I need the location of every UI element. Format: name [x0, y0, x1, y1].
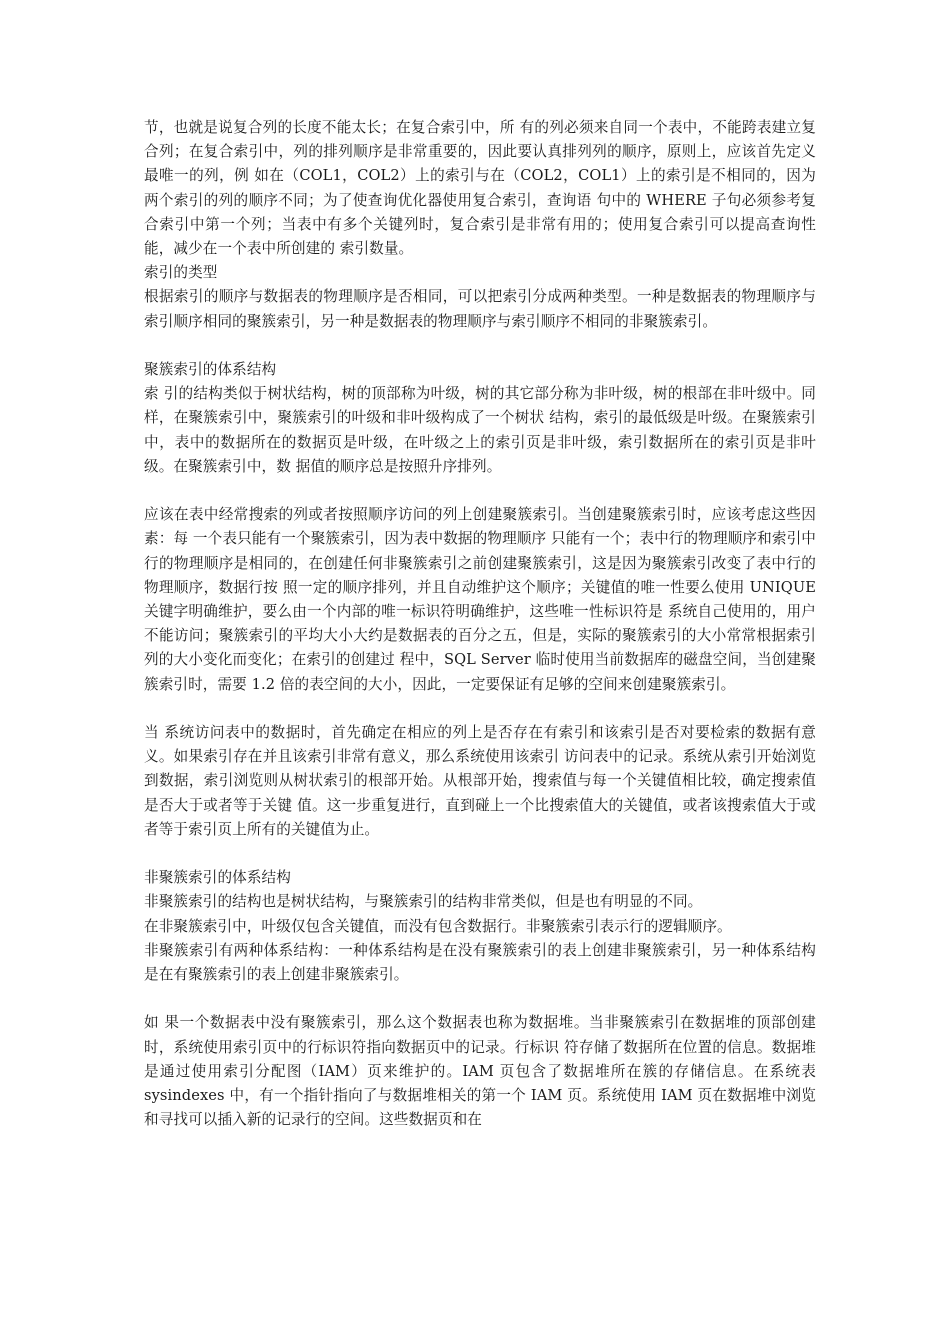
blank-line [144, 334, 816, 358]
document-body [144, 116, 816, 1132]
paragraph-nonclustered-structure: 非聚簇索引的结构也是树状结构，与聚簇索引的结构非常类似，但是也有明显的不同。 [144, 893, 703, 911]
paragraph-clustered-creation: 应该在表中经常搜索的列或者按照顺序访问的列上创建聚簇索引。当创建聚簇索引时，应该考虑这些因素：每 一个表只能有一个聚簇索引，因为表中数据的物理顺序 只能有一个；表中行的物理顺序和索引中行的物理顺序是相同的，在创建任何非聚簇索引之前创建聚簇索引，这是因为聚簇索引改变了表中行的物理顺序，数据行按 照一定的顺序排列，并且自动维护这个顺序；关键值的唯一性要么使用 UNIQUE 关键字明确维护，要么由一个内部的唯一标识符明确维护，这些唯一性标识符是 系统自己使用的，用户不能访问；聚簇索引的平均大小大约是数据表的百分之五，但是，实际的聚簇索引的大小常常根据索引列的大小变化而变化；在索引的创建过 程中，SQL Server 临时使用当前数据库的磁盘空间，当创建聚簇索引时，需要 1.2 倍的表空间的大小，因此，一定要保证有足够的空间来创建聚簇索引。 [144, 506, 816, 693]
blank-line [144, 842, 816, 866]
paragraph-nonclustered-types: 非聚簇索引有两种体系结构：一种体系结构是在没有聚簇索引的表上创建非聚簇索引，另一种体系结构是在有聚簇索引的表上创建非聚簇索引。 [144, 941, 816, 984]
blank-line [144, 697, 816, 721]
blank-line [144, 479, 816, 503]
heading-index-types: 索引的类型 [144, 264, 218, 282]
heading-nonclustered-architecture: 非聚簇索引的体系结构 [144, 869, 291, 887]
paragraph-data-heap: 如 果一个数据表中没有聚簇索引，那么这个数据表也称为数据堆。当非聚簇索引在数据堆的顶部创建时，系统使用索引页中的行标识符指向数据页中的记录。行标识 符存储了数据所在位置的信息。数据堆是通过使用索引分配图（IAM）页来维护的。IAM 页包含了数据堆所在簇的存储信息。在系统表 sysindexes 中，有一个指针指向了与数据堆相关的第一个 IAM 页。系统使用 IAM 页在数据堆中浏览和寻找可以插入新的记录行的空间。这些数据页和在 [144, 1014, 816, 1129]
heading-clustered-architecture: 聚簇索引的体系结构 [144, 361, 277, 379]
paragraph-index-types: 根据索引的顺序与数据表的物理顺序是否相同，可以把索引分成两种类型。一种是数据表的物理顺序与索引顺序相同的聚簇索引，另一种是数据表的物理顺序与索引顺序不相同的非聚簇索引。 [144, 288, 816, 330]
paragraph-index-access: 当 系统访问表中的数据时，首先确定在相应的列上是否存在有索引和该索引是否对要检索的数据有意义。如果索引存在并且该索引非常有意义，那么系统使用该索引 访问表中的记录。系统从索引开始浏览到数据，索引浏览则从树状索引的根部开始。从根部开始，搜索值与每一个关键值相比较，确定搜索值是否大于或者等于关键 值。这一步重复进行，直到碰上一个比搜索值大的关键值，或者该搜索值大于或者等于索引页上所有的关键值为止。 [144, 724, 816, 838]
blank-line [144, 987, 816, 1011]
paragraph-nonclustered-leaf: 在非聚簇索引中，叶级仅包含关键值，而没有包含数据行。非聚簇索引表示行的逻辑顺序。 [144, 917, 732, 935]
paragraph-clustered-architecture: 索 引的结构类似于树状结构，树的顶部称为叶级，树的其它部分称为非叶级，树的根部在非叶级中。同样，在聚簇索引中，聚簇索引的叶级和非叶级构成了一个树状 结构，索引的最低级是叶级。在聚簇索引中，表中的数据所在的数据页是叶级，在叶级之上的索引页是非叶级，索引数据所在的索引页是非叶级。在聚簇索引中，数 据值的顺序总是按照升序排列。 [144, 385, 816, 475]
paragraph-composite-index: 节，也就是说复合列的长度不能太长；在复合索引中，所 有的列必须来自同一个表中，不能跨表建立复合列；在复合索引中，列的排列顺序是非常重要的，因此要认真排列列的顺序，原则上，应该首先定义最唯一的列，例 如在（COL1，COL2）上的索引与在（COL2，COL1）上的索引是不相同的，因为两个索引的列的顺序不同；为了使查询优化器使用复合索引，查询语 句中的 WHERE 子句必须参考复合索引中第一个列；当表中有多个关键列时，复合索引是非常有用的；使用复合索引可以提高查询性能，减少在一个表中所创建的 索引数量。 [144, 119, 816, 258]
